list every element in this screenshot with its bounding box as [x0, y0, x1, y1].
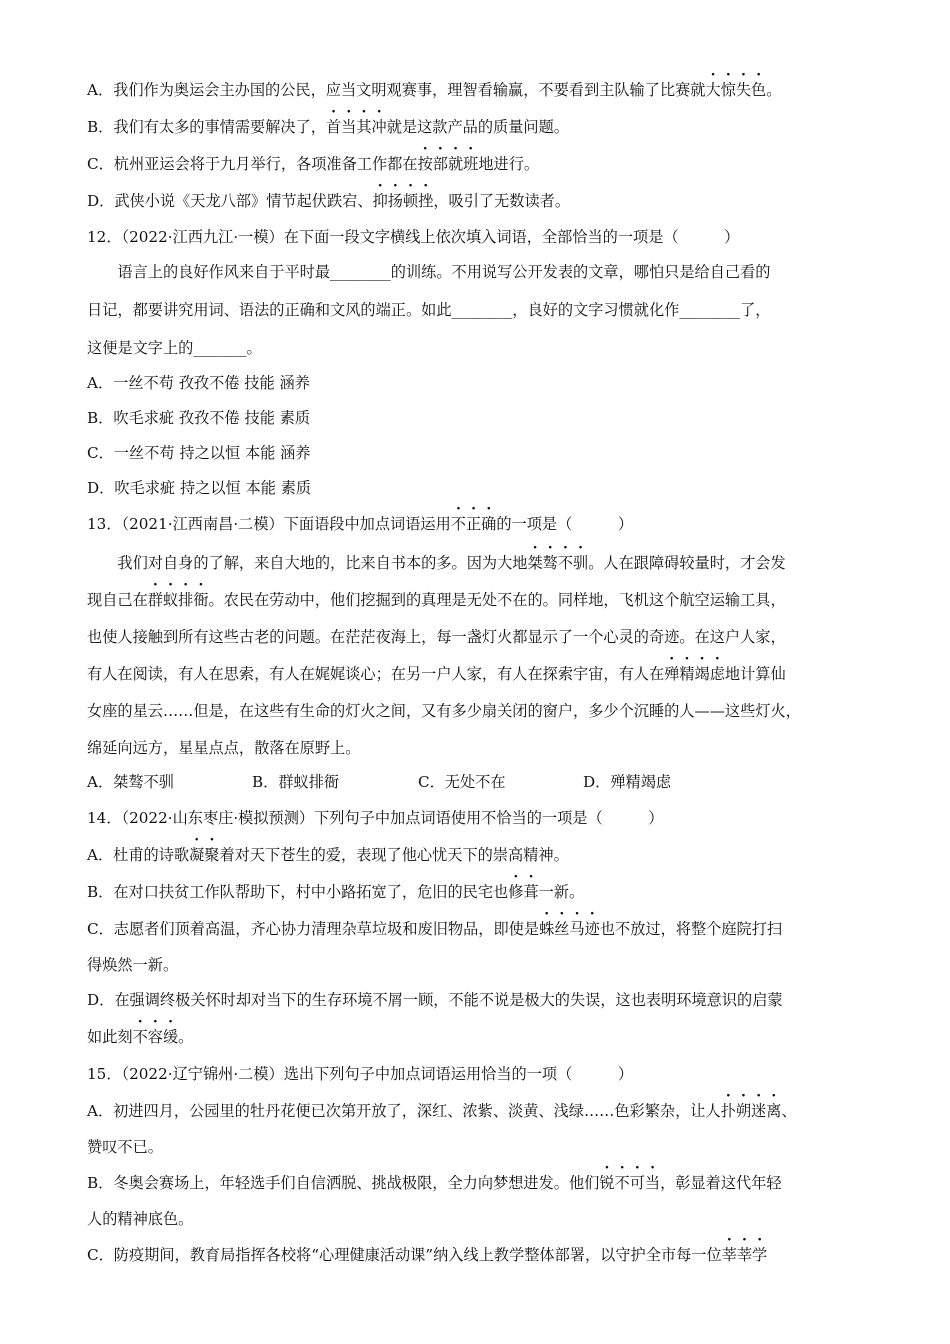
emphasis-char: 不 — [614, 1174, 630, 1192]
q15-option-c: C．防疫期间，教育局指挥各校将“心理健康活动课”纳入线上教学整体部署，以守护全市每一位莘莘学 — [87, 1246, 768, 1264]
emphasis-char: 确 — [481, 515, 497, 533]
emphasis-char: 殚 — [664, 665, 680, 683]
emphasis-char: 丝 — [554, 920, 570, 938]
emphasis-char: 凝 — [189, 846, 205, 864]
emphasized-word — [527, 554, 588, 572]
emphasis-char: 大 — [705, 81, 721, 99]
emphasis-char: 色 — [751, 81, 767, 99]
q14-stem: 14．（2022·山东枣庄·模拟预测）下列句子中加点词语使用不恰当的一项是（ ） — [87, 809, 664, 827]
emphasis-char: 就 — [447, 155, 464, 173]
q13-passage-line: 我们对自身的了解，来自大地的，比来自书本的多。因为大地桀骜不驯。人在跟障碍较量时，才会发 — [87, 554, 786, 572]
emphasis-char: 学 — [752, 1246, 768, 1264]
q15-option-a: A．初进四月，公园里的牡丹花便已次第开放了，深红、浓紫、淡黄、浅绿……色彩繁杂，让人扑朔迷离、 — [87, 1102, 797, 1120]
emphasis-char: 不 — [557, 554, 573, 572]
emphasized-word — [539, 920, 600, 938]
emphasis-char: 容 — [147, 1028, 163, 1046]
q14-option-c: C．志愿者们顶着高温，齐心协力清理杂草垃圾和废旧物品，即使是蛛丝马迹也不放过，将整个庭院打扫 — [87, 920, 783, 938]
emphasized-word — [722, 1246, 768, 1264]
emphasis-char: 排 — [178, 591, 194, 609]
emphasis-char: 桀 — [527, 554, 543, 572]
q13-passage-line: 有人在阅读，有人在思索，有人在娓娓谈心；在另一户人家，有人在探索宇宙，有人在殚精竭虑地计算仙 — [87, 665, 786, 683]
emphasis-char: 顿 — [402, 192, 419, 210]
emphasized-word — [326, 118, 387, 136]
q12-passage-line: 语言上的良好作风来自于平时最________的训练。不用说写公开发表的文章，哪怕只是给自己看的 — [87, 263, 771, 281]
emphasized-word — [133, 1028, 179, 1046]
q12-passage-line: 这便是文字上的_______。 — [87, 339, 262, 357]
emphasis-char: 驯 — [573, 554, 589, 572]
q14-option-c-cont: 得焕然一新。 — [87, 956, 179, 974]
emphasis-char: 扬 — [387, 192, 403, 210]
emphasis-char: 冲 — [371, 118, 387, 136]
emphasis-char: 葺 — [523, 883, 539, 901]
emphasis-char: 当 — [341, 118, 357, 136]
q12-passage-line: 日记，都要讲究用词、语法的正确和文风的端正。如此________，良好的文字习惯就化作________了， — [87, 301, 771, 319]
q13-option-c: C．无处不在 — [418, 773, 506, 791]
emphasis-char: 首 — [325, 118, 342, 136]
emphasis-char: 不 — [132, 1028, 148, 1046]
emphasis-char: 锐 — [599, 1174, 615, 1192]
q13-passage-line: 也使人接触到所有这些古老的问题。在茫茫夜海上，每一盏灯火都显示了一个心灵的奇迹。在这户人家， — [87, 628, 786, 646]
q13-option-b: B．群蚁排衙 — [252, 773, 340, 791]
q12-option-d: D．吹毛求疵 持之以恒 本能 素质 — [87, 479, 312, 497]
emphasis-char: 虑 — [709, 665, 725, 683]
emphasis-char: 衙 — [193, 591, 209, 609]
q11-option-d: D．武侠小说《天龙八部》情节起伏跌宕、抑扬顿挫，吸引了无数读者。 — [87, 192, 570, 210]
q11-option-b: B．我们有太多的事情需要解决了，首当其冲就是这款产品的质量问题。 — [87, 118, 569, 136]
emphasized-word — [705, 81, 766, 99]
emphasis-char: 蚁 — [162, 591, 179, 609]
emphasis-char: 莘 — [721, 1246, 737, 1264]
q13-option-a: A．桀骜不驯 — [87, 773, 174, 791]
emphasized-word — [148, 591, 209, 609]
emphasis-char: 班 — [463, 155, 479, 173]
q14-option-b: B．在对口扶贫工作队帮助下，村中小路拓宽了，危旧的民宅也修葺一新。 — [87, 883, 585, 901]
emphasis-char: 其 — [356, 118, 372, 136]
q15-option-a-cont: 赞叹不已。 — [87, 1138, 163, 1156]
emphasized-word — [599, 1174, 660, 1192]
q13-passage-line: 现自己在群蚁排衙。农民在劳动中，他们挖掘到的真理是无处不在的。同样地，飞机这个航空运输工具， — [87, 591, 786, 609]
emphasis-char: 挫 — [418, 192, 434, 210]
q14-option-d: D．在强调终极关怀时却对当下的生存环境不屑一顾，不能不说是极大的失误，这也表明环境意识的启蒙 — [87, 991, 783, 1009]
q15-stem: 15．（2022·辽宁锦州·二模）选出下列句子中加点词语运用恰当的一项（ ） — [87, 1065, 634, 1083]
emphasized-word — [508, 883, 538, 901]
emphasized-word — [189, 846, 219, 864]
q13-option-d: D．殚精竭虑 — [583, 773, 672, 791]
q14-option-d-cont: 如此刻不容缓。 — [87, 1028, 194, 1046]
q11-option-a: A．我们作为奥运会主办国的公民，应当文明观赛事，理智看输赢，不要看到主队输了比赛就大惊失色。 — [87, 81, 782, 99]
q13-stem: 13．（2021·江西南昌·二模）下面语段中加点词语运用不正确的一项是（ ） — [87, 515, 634, 533]
emphasis-char: 蛛 — [539, 920, 555, 938]
emphasis-char: 不 — [450, 515, 466, 533]
emphasis-char: 离 — [766, 1102, 782, 1120]
emphasis-char: 迹 — [584, 920, 600, 938]
q13-passage-line: 女座的星云……但是，在这些有生命的灯火之间，又有多少扇关闭的窗户，多少个沉睡的人——这些灯火， — [87, 702, 801, 720]
emphasis-char: 惊 — [720, 81, 736, 99]
emphasized-word — [721, 1102, 782, 1120]
emphasis-char: 精 — [679, 665, 695, 683]
emphasis-char: 群 — [147, 591, 163, 609]
emphasis-char: 扑 — [720, 1102, 736, 1120]
q12-stem: 12．（2022·江西九江·一模）在下面一段文字横线上依次填入词语，全部恰当的一项是（ ） — [87, 228, 740, 246]
q12-option-c: C．一丝不苟 持之以恒 本能 涵养 — [87, 444, 311, 462]
emphasis-char: 聚 — [204, 846, 220, 864]
q15-option-b-cont: 人的精神底色。 — [87, 1210, 194, 1228]
emphasis-char: 部 — [432, 155, 448, 173]
emphasis-char: 朔 — [735, 1102, 752, 1120]
q11-option-c: C．杭州亚运会将于九月举行，各项准备工作都在按部就班地进行。 — [87, 155, 540, 173]
emphasis-char: 迷 — [751, 1102, 767, 1120]
emphasized-word — [664, 665, 725, 683]
q12-option-b: B．吹毛求疵 孜孜不倦 技能 素质 — [87, 409, 311, 427]
emphasis-char: 马 — [569, 920, 585, 938]
emphasized-word — [373, 192, 434, 210]
q15-option-b: B．冬奥会赛场上，年轻选手们自信洒脱、挑战极限，全力向梦想进发。他们锐不可当，彰显着这代年轻 — [87, 1174, 782, 1192]
emphasis-char: 抑 — [372, 192, 388, 210]
emphasis-char: 可 — [629, 1174, 645, 1192]
emphasis-char: 正 — [465, 515, 482, 533]
emphasis-char: 竭 — [694, 665, 710, 683]
emphasis-char: 骜 — [542, 554, 558, 572]
q12-option-a: A．一丝不苟 孜孜不倦 技能 涵养 — [87, 374, 310, 392]
emphasized-word — [418, 155, 479, 173]
emphasis-char: 按 — [417, 155, 433, 173]
q13-passage-line: 绵延向远方，星星点点，散落在原野上。 — [87, 739, 361, 757]
emphasis-char: 缓 — [162, 1028, 179, 1046]
emphasis-char: 修 — [508, 883, 524, 901]
q14-option-a: A．杜甫的诗歌凝聚着对天下苍生的爱，表现了他心忧天下的崇高精神。 — [87, 846, 569, 864]
emphasis-char: 莘 — [736, 1246, 753, 1264]
emphasis-char: 失 — [735, 81, 752, 99]
emphasis-char: 当 — [644, 1174, 661, 1192]
emphasized-word — [451, 515, 497, 533]
